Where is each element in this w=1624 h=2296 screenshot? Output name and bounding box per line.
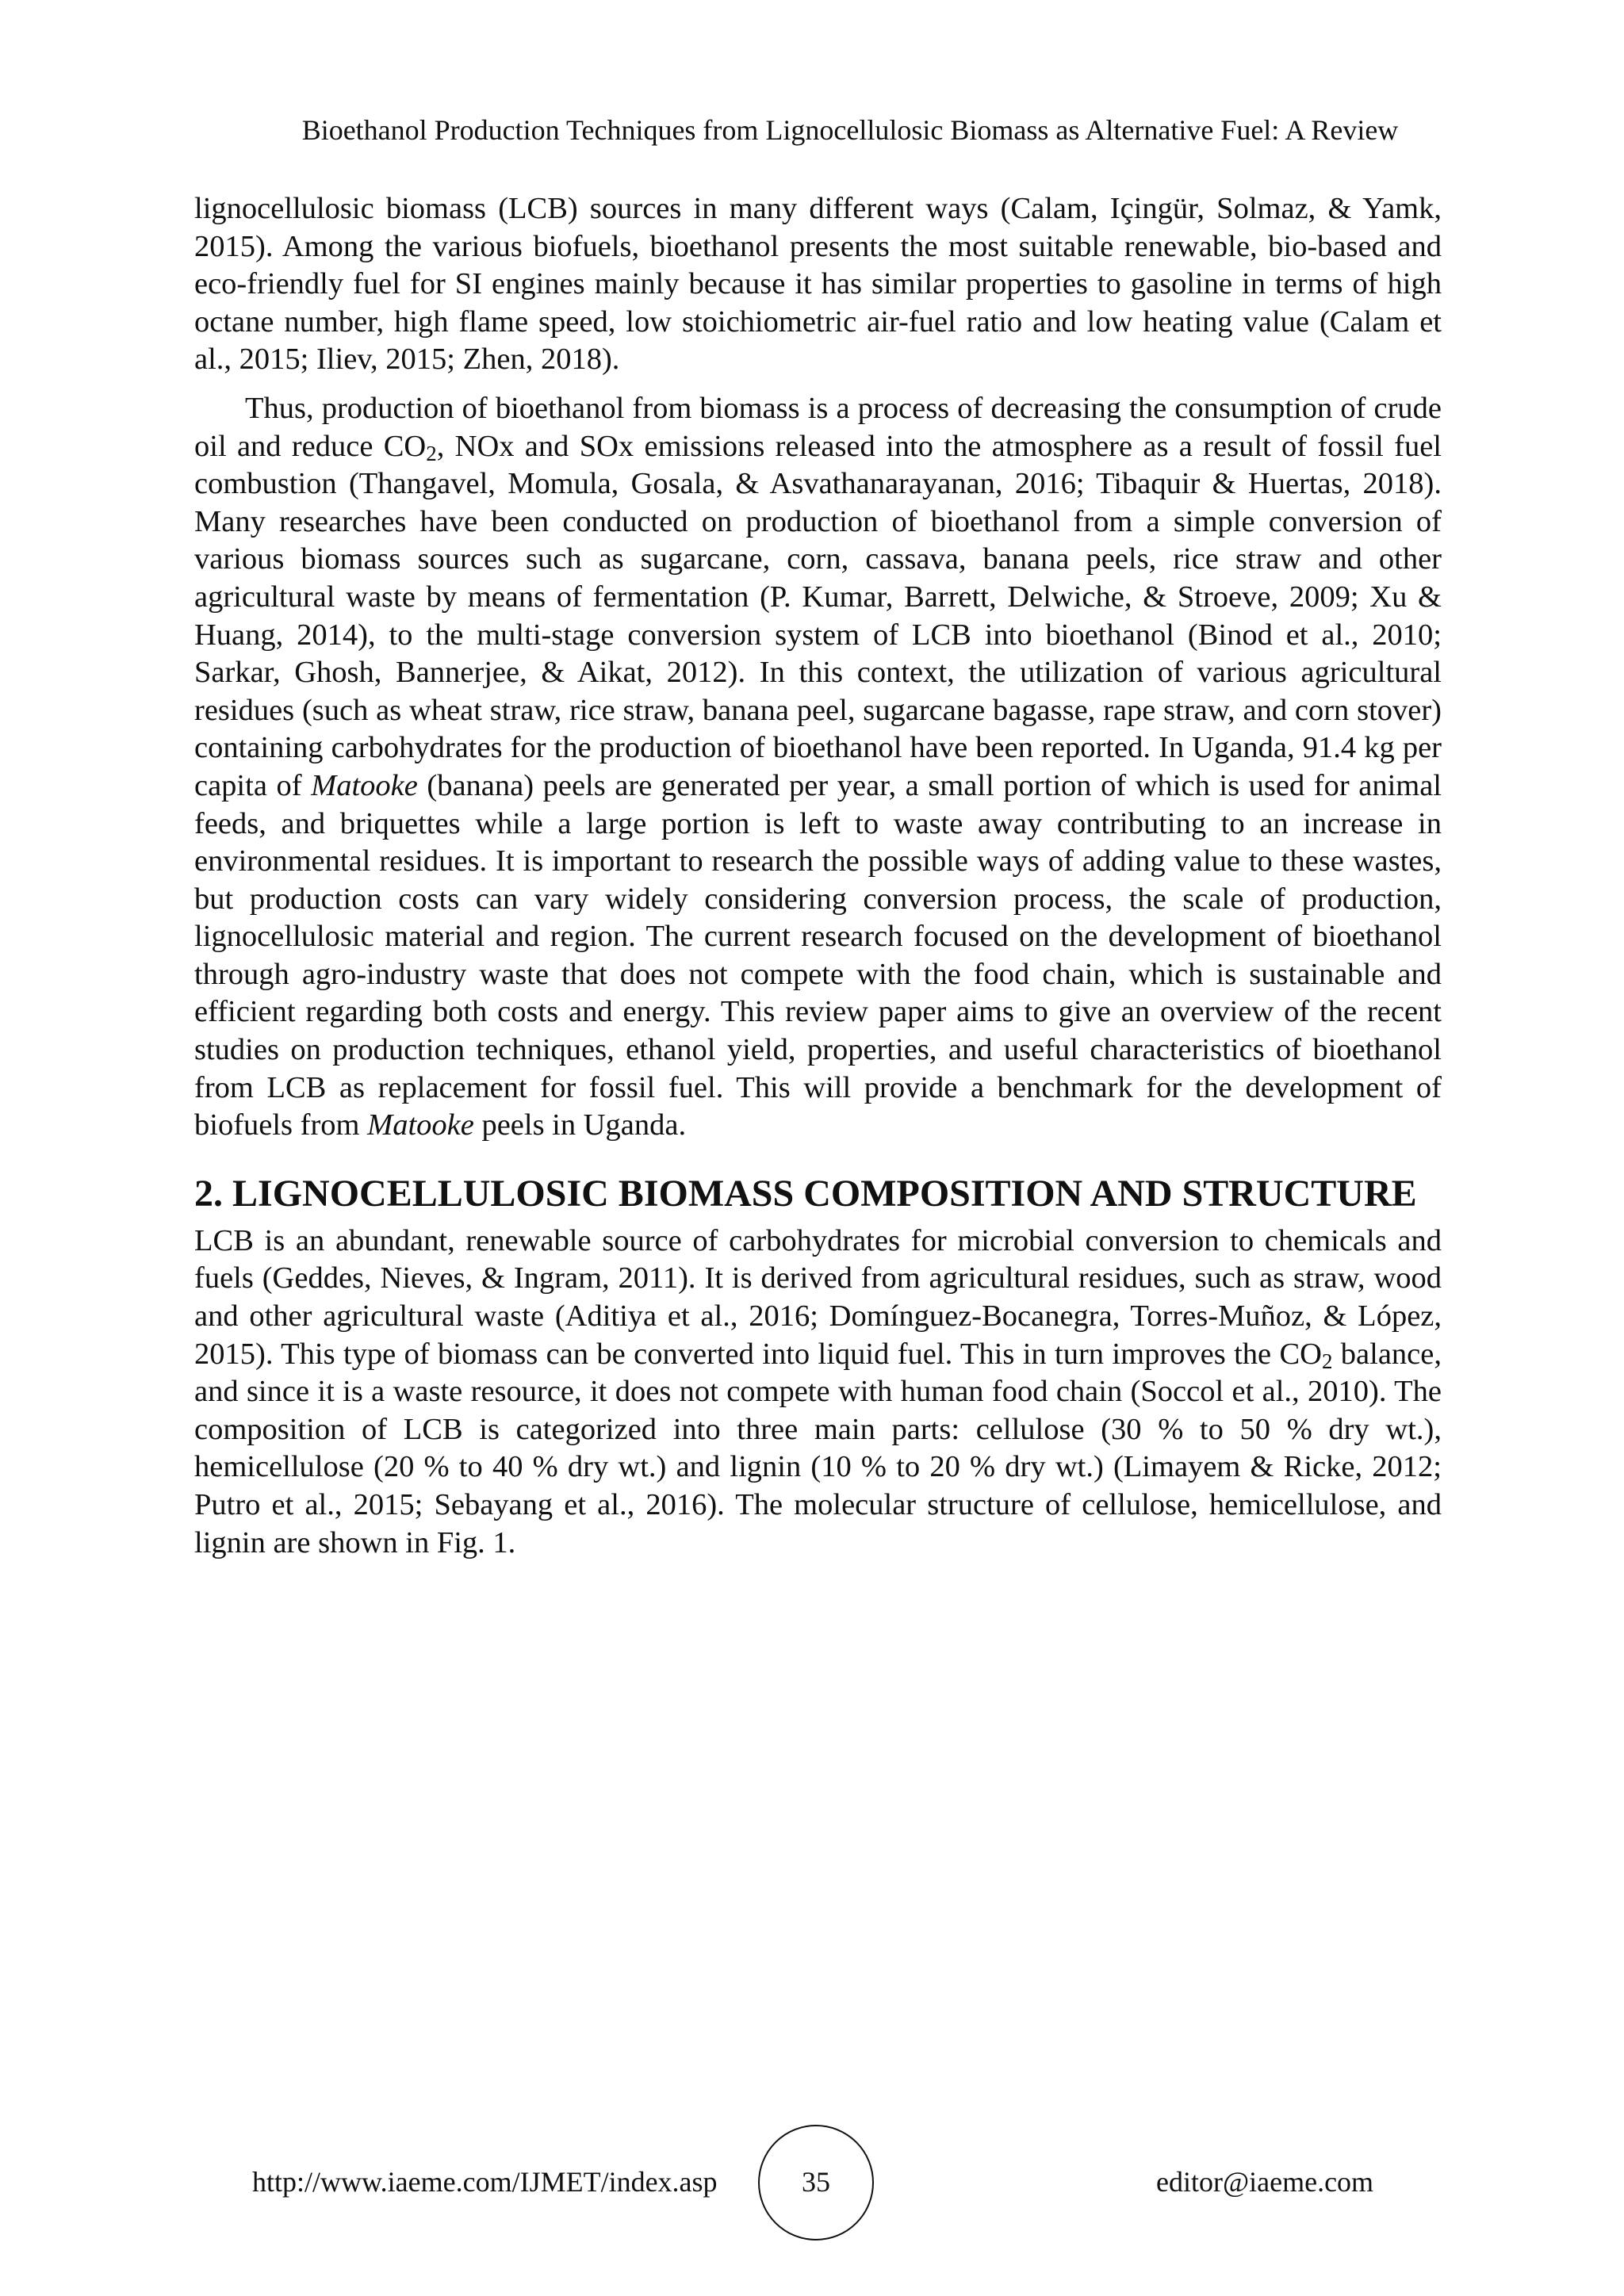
running-header: Bioethanol Production Techniques from Lignocellulosic Biomass as Alternative Fuel: A Review: [301, 114, 1399, 146]
paragraph-bioethanol-production: [194, 390, 1442, 1145]
paragraph-intro-continued: lignocellulosic biomass (LCB) sources in many different ways (Calam, Içingür, Solmaz, & Yamk, 2015). Among the various biofuels, bioethanol presents the most suitable renewable, bio-based and eco-friendly fuel for SI engines mainly because it has similar properties to gasoline in terms of high octane number, high flame speed, low stoichiometric air-fuel ratio and low heating value (Calam et al., 2015; Iliev, 2015; Zhen, 2018).: [194, 192, 1442, 377]
text-run: LCB is an abundant, renewable source of carbohydrates for microbial conversion to chemicals and fuels (Geddes, Nieves, & Ingram, 2011). It is derived from agricultural residues, such as straw, wood and other agricultural waste (Aditiya et al., 2016; Domínguez-Bocanegra, Torres-Muñoz, & López, 2015). This type of biomass can be converted into liquid fuel. This in turn improves the CO: [194, 1223, 1442, 1371]
page-number-circle: [758, 2125, 874, 2241]
section-heading: 2. LIGNOCELLULOSIC BIOMASS COMPOSITION AND STRUCTURE: [194, 1172, 1417, 1215]
footer-url-link[interactable]: http://www.iaeme.com/IJMET/index.asp: [252, 2166, 718, 2198]
italic-term: Matooke: [311, 768, 418, 802]
text-run: peels in Uganda.: [473, 1108, 687, 1142]
text-run: Thus, production of bioethanol from biomass is a process of decreasing the consumption of crude oil and reduce CO: [194, 391, 1442, 463]
footer-email-link[interactable]: editor@iaeme.com: [1156, 2166, 1374, 2198]
subscript: 2: [426, 442, 437, 466]
text-run: balance, and since it is a waste resource, it does not compete with human food chain (Soccol et al., 2010). The composition of LCB is categorized into three main parts: cellulose (30 % to 50 % dry wt.), hemicellulose (20 % to 40 % dry wt.) and lignin (10 % to 20 % dry wt.) (Limayem & Ricke, 2012; Putro et al., 2015; Sebayang et al., 2016). The molecular structure of cellulose, hemicellulose, and lignin are shown in Fig. 1.: [194, 1337, 1442, 1559]
text-run: (banana) peels are generated per year, a small portion of which is used for animal feeds, and briquettes while a large portion is left to waste away contributing to an increase in environmental residues. It is important to research the possible ways of adding value to these wastes, but production costs can vary widely considering conversion process, the scale of production, lignocellulosic material and region. The current research focused on the development of bioethanol through agro-industry waste that does not compete with the food chain, which is sustainable and efficient regarding both costs and energy. This review paper aims to give an overview of the recent studies on production techniques, ethanol yield, properties, and useful characteristics of bioethanol from LCB as replacement for fossil fuel. This will provide a benchmark for the development of biofuels from: [194, 768, 1442, 1142]
italic-term: Matooke: [367, 1108, 474, 1142]
page-footer: [0, 2125, 1624, 2244]
subscript: 2: [1321, 1349, 1333, 1374]
text-run: , NOx and SOx emissions released into the atmosphere as a result of fossil fuel combustion (Thangavel, Momula, Gosala, & Asvathanarayanan, 2016; Tibaquir & Huertas, 2018). Many researches have been conducted on production of bioethanol from a simple conversion of various biomass sources such as sugarcane, corn, cassava, banana peels, rice straw and other agricultural waste by means of fermentation (P. Kumar, Barrett, Delwiche, & Stroeve, 2009; Xu & Huang, 2014), to the multi-stage conversion system of LCB into bioethanol (Binod et al., 2010; Sarkar, Ghosh, Bannerjee, & Aikat, 2012). In this context, the utilization of various agricultural residues (such as wheat straw, rice straw, banana peel, sugarcane bagasse, rape straw, and corn stover) containing carbohydrates for the production of bioethanol have been reported. In Uganda, 91.4 kg per capita of: [194, 429, 1442, 802]
paragraph-lcb-composition: [194, 1223, 1442, 1562]
page-number: 35: [802, 2166, 830, 2198]
main-content: [194, 190, 1442, 1562]
